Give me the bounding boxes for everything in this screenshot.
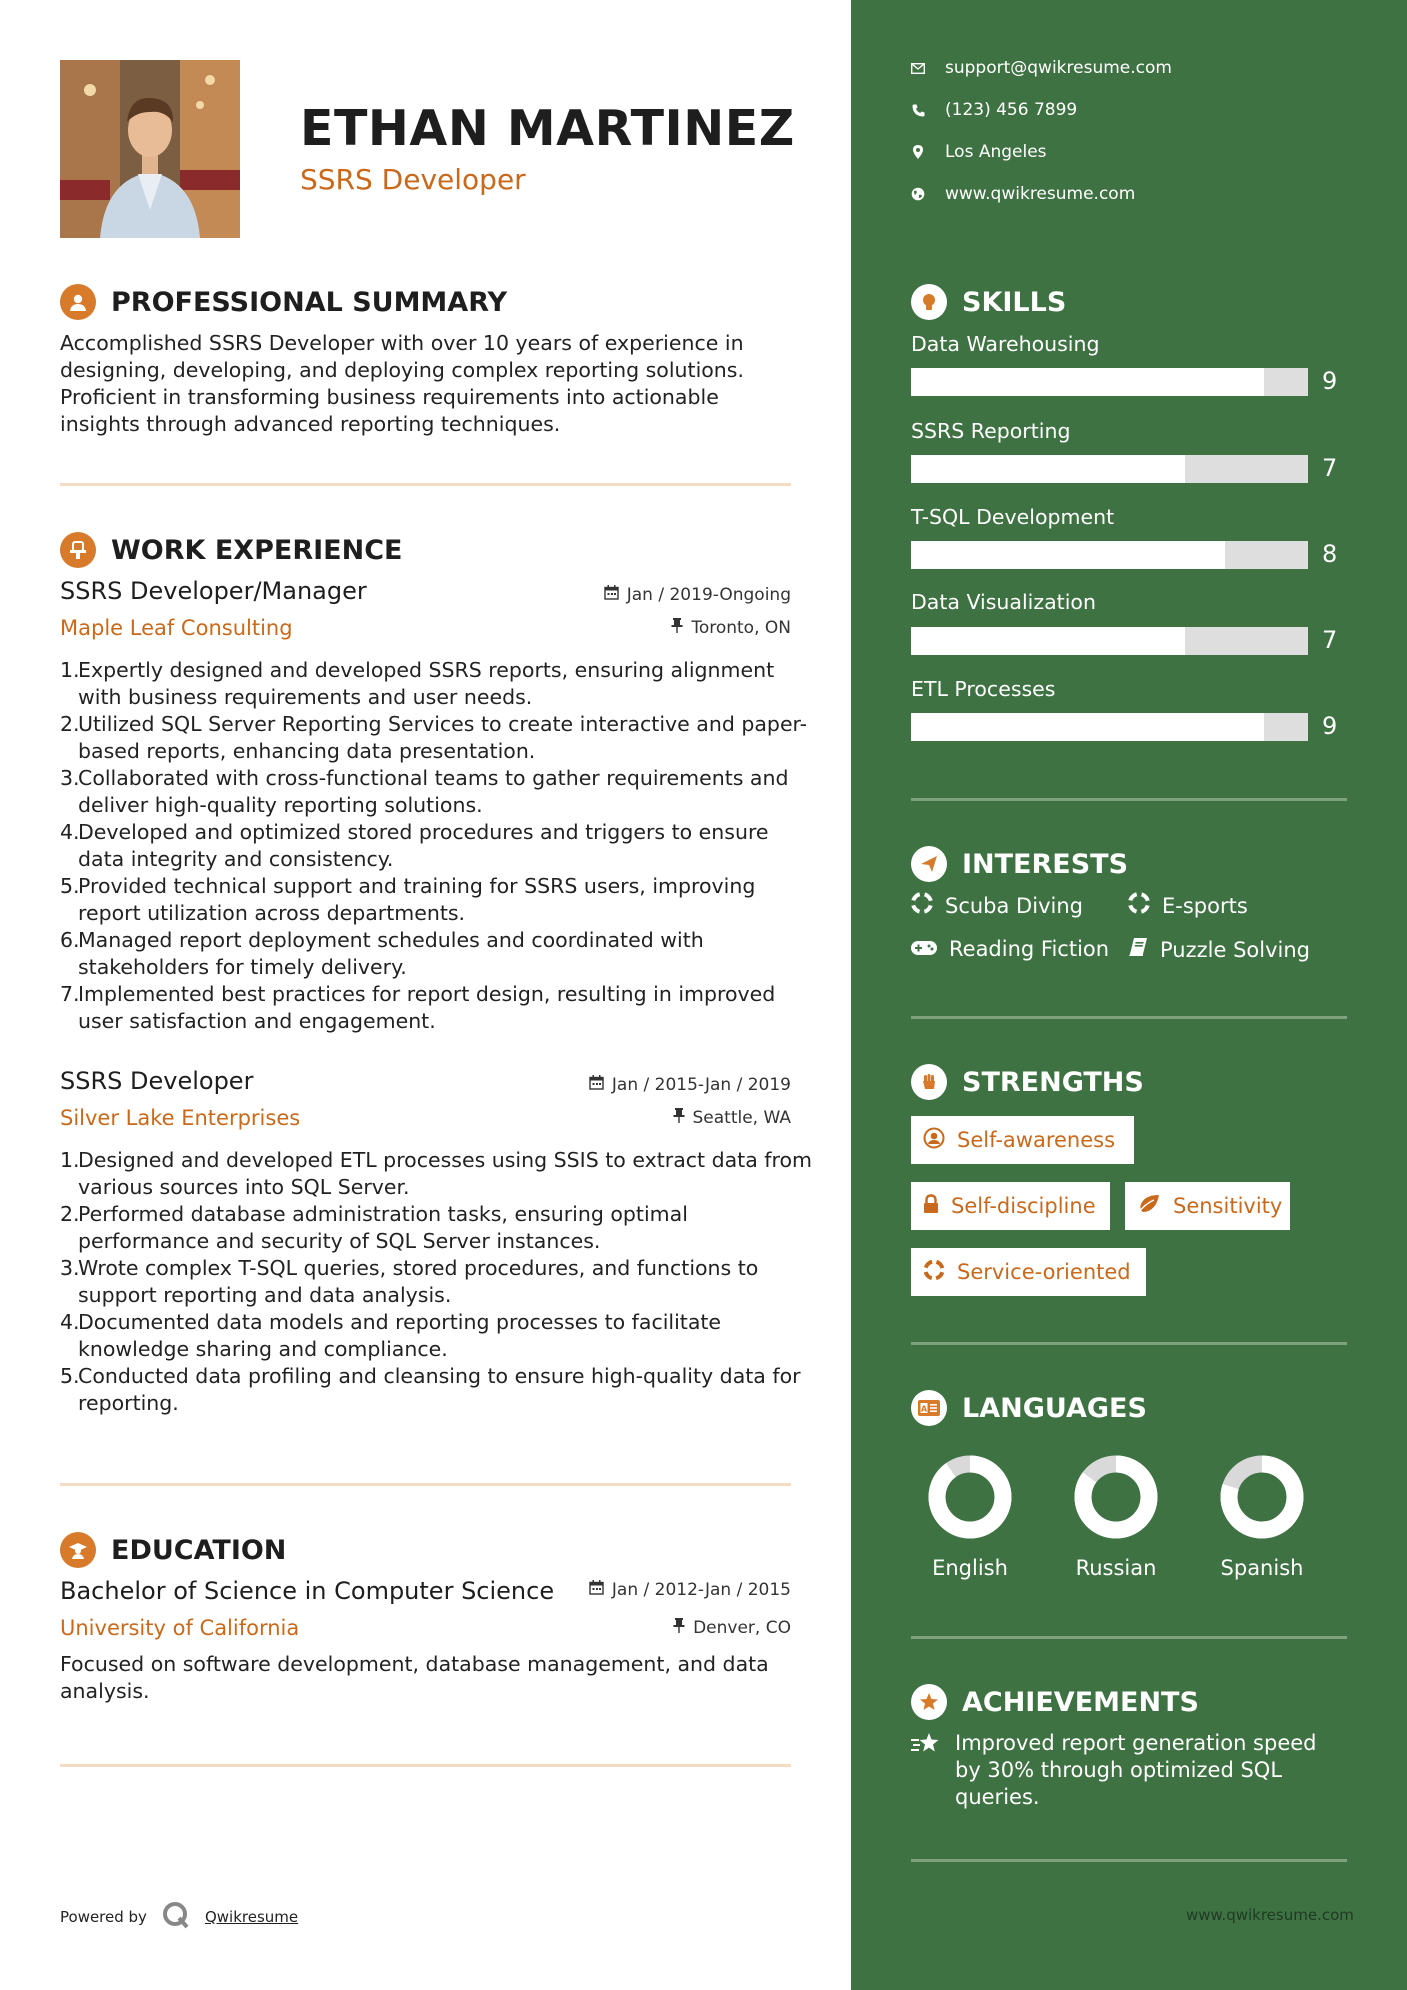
star-badge-icon bbox=[911, 1684, 947, 1720]
language-icon bbox=[911, 1390, 947, 1426]
paper-plane-icon bbox=[911, 846, 947, 882]
list-item: Wrote complex T-SQL queries, stored procedures, and functions to support reporting and data analysis. bbox=[78, 1256, 759, 1307]
language-name: Russian bbox=[1075, 1556, 1157, 1580]
book-icon bbox=[1128, 937, 1148, 962]
star-icon bbox=[911, 1732, 941, 1811]
divider bbox=[911, 798, 1347, 801]
skill-score: 7 bbox=[1322, 454, 1338, 482]
experience-heading: WORK EXPERIENCE bbox=[60, 532, 402, 568]
interests-heading: INTERESTS bbox=[911, 846, 1128, 882]
job-title: SSRS Developer bbox=[60, 1067, 254, 1095]
envelope-icon bbox=[911, 63, 925, 74]
language-name: Spanish bbox=[1220, 1556, 1304, 1580]
contact-location: Los Angeles bbox=[911, 142, 1047, 162]
skill-bar bbox=[911, 541, 1308, 569]
degree-title: Bachelor of Science in Computer Science bbox=[60, 1577, 555, 1605]
divider bbox=[911, 1636, 1347, 1639]
strength-badge: Self-awareness bbox=[911, 1116, 1134, 1164]
briefcase-icon bbox=[60, 532, 96, 568]
skill-bar-fill bbox=[911, 541, 1225, 569]
skill-name: ETL Processes bbox=[911, 677, 1056, 701]
footer-website[interactable]: www.qwikresume.com bbox=[1186, 1906, 1354, 1924]
candidate-name: ETHAN MARTINEZ bbox=[300, 100, 795, 157]
list-item: Implemented best practices for report design, resulting in improved user satisfaction and engagement. bbox=[78, 982, 776, 1033]
footer-powered-by: Powered by Qwikresume bbox=[60, 1900, 298, 1934]
skill-name: Data Visualization bbox=[911, 590, 1096, 614]
skill-bar-fill bbox=[911, 368, 1264, 396]
skills-heading: SKILLS bbox=[911, 284, 1066, 320]
fist-icon bbox=[911, 1064, 947, 1100]
divider bbox=[911, 1016, 1347, 1019]
education-text: Focused on software development, database management, and data analysis. bbox=[60, 1652, 769, 1703]
skill-score: 8 bbox=[1322, 540, 1338, 568]
skill-name: Data Warehousing bbox=[911, 332, 1100, 356]
location-pin-icon bbox=[911, 145, 925, 159]
calendar-icon bbox=[589, 1075, 604, 1095]
job-location: Toronto, ON bbox=[500, 618, 791, 638]
education-heading: EDUCATION bbox=[60, 1532, 286, 1568]
skill-name: SSRS Reporting bbox=[911, 419, 1071, 443]
lifebuoy-icon bbox=[1128, 892, 1150, 919]
skill-bar bbox=[911, 368, 1308, 396]
language-gauge bbox=[1217, 1452, 1307, 1542]
strengths-heading: STRENGTHS bbox=[911, 1064, 1144, 1100]
languages-heading: A LANGUAGES bbox=[911, 1390, 1147, 1426]
summary-text: Accomplished SSRS Developer with over 10 years of experience in designing, developing, and deploying complex reporting solutions. Proficient in transforming business requirements into actionable insights through advanced reporting techniques. bbox=[60, 331, 744, 436]
strength-badge: Service-oriented bbox=[911, 1248, 1146, 1296]
summary-heading: PROFESSIONAL SUMMARY bbox=[60, 284, 507, 320]
lock-icon bbox=[923, 1194, 939, 1219]
user-icon bbox=[60, 284, 96, 320]
skill-score: 7 bbox=[1322, 626, 1338, 654]
phone-icon bbox=[911, 104, 925, 117]
skill-bar bbox=[911, 455, 1308, 483]
contact-email: support@qwikresume.com bbox=[911, 58, 1172, 78]
svg-text:A: A bbox=[920, 1404, 928, 1414]
achievements-heading: ACHIEVEMENTS bbox=[911, 1684, 1199, 1720]
lifebuoy-icon bbox=[911, 892, 933, 919]
job-bullets bbox=[60, 657, 813, 1035]
skill-bar-fill bbox=[911, 627, 1185, 655]
job-bullets bbox=[60, 1147, 813, 1417]
pushpin-icon bbox=[673, 1618, 685, 1638]
calendar-icon bbox=[589, 1580, 604, 1600]
leaf-icon bbox=[1137, 1194, 1161, 1219]
skill-bar-fill bbox=[911, 713, 1264, 741]
list-item: Utilized SQL Server Reporting Services to create interactive and paper-based reports, enhancing data presentation. bbox=[78, 712, 808, 763]
profile-photo bbox=[60, 60, 240, 238]
list-item: Conducted data profiling and cleansing to ensure high-quality data for reporting. bbox=[78, 1364, 801, 1415]
job-company: Maple Leaf Consulting bbox=[60, 616, 293, 640]
contact-website: www.qwikresume.com bbox=[911, 184, 1135, 204]
job-date: Jan / 2015-Jan / 2019 bbox=[500, 1075, 791, 1095]
list-item: Designed and developed ETL processes using SSIS to extract data from various sources into SQL Server. bbox=[78, 1148, 812, 1199]
gamepad-icon bbox=[911, 937, 937, 961]
interest-item: Reading Fiction bbox=[911, 937, 1109, 961]
candidate-role: SSRS Developer bbox=[300, 163, 526, 196]
calendar-icon bbox=[604, 585, 619, 605]
list-item: Provided technical support and training for SSRS users, improving report utilization across departments. bbox=[78, 874, 756, 925]
language-gauge bbox=[1071, 1452, 1161, 1542]
strength-badge: Sensitivity bbox=[1125, 1182, 1290, 1230]
achievement-item: Improved report generation speed by 30% through optimized SQL queries. bbox=[911, 1730, 1331, 1811]
divider bbox=[60, 1764, 791, 1767]
education-location: Denver, CO bbox=[500, 1618, 791, 1638]
job-location: Seattle, WA bbox=[500, 1108, 791, 1128]
skill-score: 9 bbox=[1322, 712, 1338, 740]
list-item: Performed database administration tasks, ensuring optimal performance and security of SQL Server instances. bbox=[78, 1202, 688, 1253]
list-item: Developed and optimized stored procedures and triggers to ensure data integrity and consistency. bbox=[78, 820, 769, 871]
language-gauge bbox=[925, 1452, 1015, 1542]
divider bbox=[911, 1342, 1347, 1345]
skill-name: T-SQL Development bbox=[911, 505, 1115, 529]
list-item: Documented data models and reporting processes to facilitate knowledge sharing and compliance. bbox=[78, 1310, 722, 1361]
contact-phone: (123) 456 7899 bbox=[911, 100, 1077, 120]
education-date: Jan / 2012-Jan / 2015 bbox=[500, 1580, 791, 1600]
language-name: English bbox=[932, 1556, 1008, 1580]
job-date: Jan / 2019-Ongoing bbox=[500, 585, 791, 605]
divider bbox=[60, 483, 791, 486]
school-name: University of California bbox=[60, 1616, 300, 1640]
strength-badge: Self-discipline bbox=[911, 1182, 1110, 1230]
lifebuoy-icon bbox=[923, 1259, 945, 1286]
qwikresume-logo-icon bbox=[161, 1900, 191, 1934]
skill-bar bbox=[911, 713, 1308, 741]
interest-item: Scuba Diving bbox=[911, 892, 1083, 919]
graduate-icon bbox=[60, 1532, 96, 1568]
skill-bar bbox=[911, 627, 1308, 655]
list-item: Collaborated with cross-functional teams to gather requirements and deliver high-quality reporting solutions. bbox=[78, 766, 789, 817]
skill-bar-fill bbox=[911, 455, 1185, 483]
lightbulb-icon bbox=[911, 284, 947, 320]
interest-item: E-sports bbox=[1128, 892, 1248, 919]
list-item: Expertly designed and developed SSRS reports, ensuring alignment with business requirements and user needs. bbox=[78, 658, 775, 709]
divider bbox=[60, 1483, 791, 1486]
pushpin-icon bbox=[673, 1108, 685, 1128]
job-title: SSRS Developer/Manager bbox=[60, 577, 367, 605]
interest-item: Puzzle Solving bbox=[1128, 937, 1310, 962]
language-gauge-fill bbox=[937, 1464, 1003, 1530]
job-company: Silver Lake Enterprises bbox=[60, 1106, 301, 1130]
user-circle-icon bbox=[923, 1127, 945, 1154]
globe-icon bbox=[911, 187, 925, 201]
list-item: Managed report deployment schedules and coordinated with stakeholders for timely delivery. bbox=[78, 928, 704, 979]
pushpin-icon bbox=[671, 618, 683, 638]
skill-score: 9 bbox=[1322, 367, 1338, 395]
brand-link[interactable]: Qwikresume bbox=[204, 1908, 299, 1926]
divider bbox=[911, 1859, 1347, 1862]
